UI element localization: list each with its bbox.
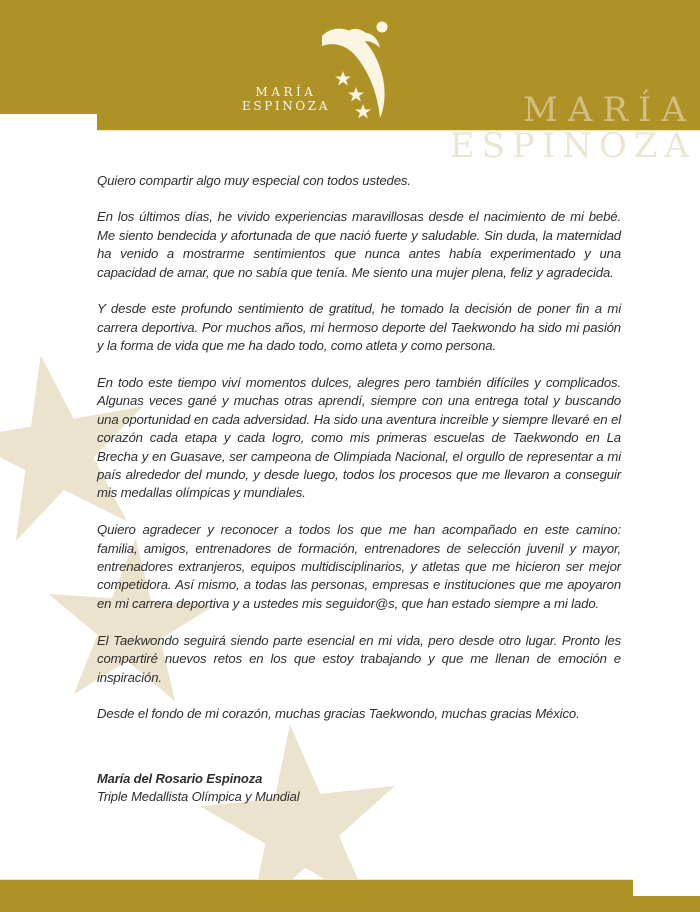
watermark-name-line1: MARÍA <box>523 90 696 130</box>
letter-paragraph-3: En todo este tiempo viví momentos dulces, alegres pero también difíciles y complicados. Algunas veces gané y muchas otras aprendí, siempre con una entrega total y buscando una oportunidad en cada adversidad. Ha sido una aventura increíble y siempre llevaré en el corazón cada etapa y cada logro, como mis primeras escuelas de Taekwondo en La Brecha y en Guasave, ser campeona de Olimpiada Nacional, el orgullo de representar a mi país alrededor del mundo, y desde luego, todos los procesos que me llevaron a conseguir mis medallas olímpicas y mundiales. <box>97 375 621 501</box>
letter-paragraph-2: Y desde este profundo sentimiento de gratitud, he tomado la decisión de poner fin a mi carrera deportiva. Por muchos años, mi hermoso deporte del Taekwondo ha sido mi pasión y la forma de vida que me ha dado todo, como atleta y como persona. <box>97 301 621 354</box>
signature-title: Triple Medallista Olímpica y Mundial <box>97 788 300 804</box>
letter-paragraph-5: El Taekwondo seguirá siendo parte esencial en mi vida, pero desde otro lugar. Pronto les compartiré nuevos retos en los que estoy trabajando y que me llenan de emoción e inspiración. <box>97 632 621 685</box>
logo-wordmark-line1: MARÍA <box>255 85 317 99</box>
letter-greeting: Quiero compartir algo muy especial con todos ustedes. <box>97 173 411 188</box>
watermark-name <box>400 92 696 164</box>
letter-body <box>97 172 621 806</box>
letter-paragraph-1: En los últimos días, he vivido experiencias maravillosas desde el nacimiento de mi bebé. Me siento bendecida y afortunada de que nació fuerte y saludable. Sin duda, la maternidad ha venido a mostrarme sentimientos que nunca antes había experimentado y una capacidad de amar, que no sabía que tenía. Me siento una mujer plena, feliz y agradecida. <box>97 209 621 280</box>
signature-name: María del Rosario Espinoza <box>97 770 263 786</box>
footer-band-step <box>633 896 700 912</box>
logo-wordmark-line2: ESPINOZA <box>242 99 330 113</box>
logo-wordmark <box>236 86 336 112</box>
letter-closing: Desde el fondo de mi corazón, muchas gracias Taekwondo, muchas gracias México. <box>97 706 580 722</box>
footer-band <box>0 880 633 912</box>
signature-block <box>97 770 621 806</box>
letter-paragraph-4: Quiero agradecer y reconocer a todos los que me han acompañado en este camino: familia, amigos, entrenadores de formación, entrenadores de selección juvenil y mayor, entrenadores extranjeros, equipos multidisciplinarios, y atletas que me hicieron ser mejor competidora. Así mismo, a todas las personas, empresas e instituciones que me apoyaron en mi carrera deportiva y a ustedes mis seguidor@s, que han estado siempre a mi lado. <box>97 522 621 611</box>
watermark-name-line2: ESPINOZA <box>449 126 696 166</box>
